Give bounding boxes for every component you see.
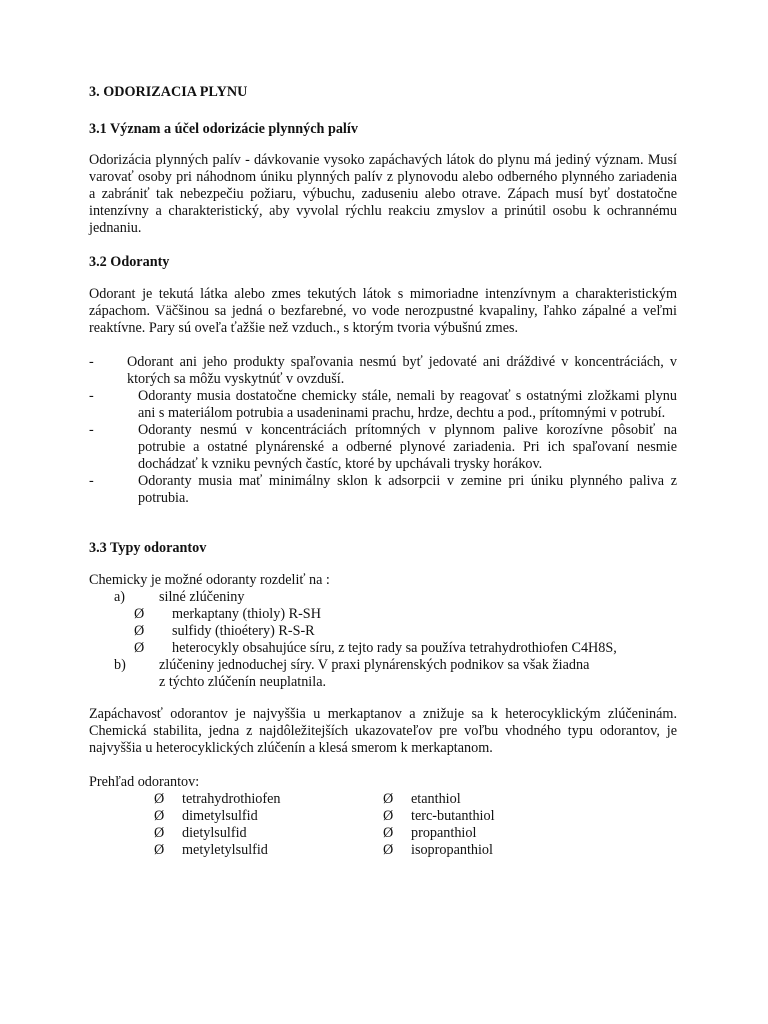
list-item — [89, 388, 677, 422]
odorant-requirements-list — [89, 354, 677, 507]
overview-item-text: terc-butanthiol — [411, 808, 495, 824]
list-item — [89, 354, 677, 388]
overview-item-text: metyletylsulfid — [182, 842, 268, 858]
overview-item-text: dimetylsulfid — [182, 808, 258, 824]
section-3-1-heading: 3.1 Význam a účel odorizácie plynných palív — [89, 121, 358, 137]
overview-item — [154, 825, 247, 842]
empty-set-bullet-icon: Ø — [383, 825, 394, 841]
group-b-text-line2: z týchto zlúčenín neuplatnila. — [159, 674, 327, 690]
empty-set-bullet-icon: Ø — [154, 808, 165, 824]
subitem — [134, 640, 617, 657]
overview-item-text: isopropanthiol — [411, 842, 493, 858]
section-3-2-paragraph: Odorant je tekutá látka alebo zmes tekutých látok s mimoriadne intenzívnym a charakteristickým zápachom. Väčšinou sa jedná o bezfarebné, vo vode nerozpustné kvapaliny, ľahko zápalné a veľmi reaktívne. Pary sú oveľa ťažšie než vzduch., s ktorým tvoria výbušnú zmes. — [89, 286, 677, 336]
list-marker-b: b) — [114, 657, 126, 673]
overview-item — [383, 791, 461, 808]
overview-item — [383, 808, 495, 825]
section-3-3-heading: 3.3 Typy odorantov — [89, 540, 207, 556]
overview-item-text: propanthiol — [411, 825, 477, 841]
dash-marker: - — [89, 354, 94, 370]
empty-set-bullet-icon: Ø — [154, 825, 165, 841]
section-3-1-paragraph: Odorizácia plynných palív - dávkovanie vysoko zapáchavých látok do plynu má jediný význam. Musí varovať osoby pri náhodnom úniku plynných palív z plynovodu alebo odberného plynného zariadenia a zabrániť tak nebezpečiu požiaru, výbuchu, zaduseniu alebo otrave. Zápach musí byť dostatočne intenzívny a charakteristický, aby vyvolal rýchlu reakciu zmyslov a prinútil osobu k ochrannému jednaniu. — [89, 152, 677, 236]
list-item-text: Odoranty musia dostatočne chemicky stále, nemali by reagovať s ostatnými zložkami plynu ani s materiálom potrubia a usadeninami prachu, hrdze, dechtu a pod., prítomnými v potrubí. — [138, 388, 677, 421]
dash-marker: - — [89, 388, 94, 404]
odor-stability-paragraph: Zapáchavosť odorantov je najvyššia u merkaptanov a znižuje sa k heterocyklickým zlúčeninám. Chemická stabilita, jedna z najdôležitejších ukazovateľov pre voľbu vhodného typu odorantov, je najvyššia u heterocyklických zlúčenín a klesá smerom k merkaptanom. — [89, 706, 677, 756]
chapter-title: 3. ODORIZACIA PLYNU — [89, 84, 248, 100]
empty-set-bullet-icon: Ø — [134, 623, 145, 639]
subitem-text: heterocykly obsahujúce síru, z tejto rady sa používa tetrahydrothiofen C4H8S, — [172, 640, 617, 656]
list-item — [89, 473, 677, 507]
list-marker-a: a) — [114, 589, 126, 605]
subitem-text: sulfidy (thioétery) R-S-R — [172, 623, 315, 639]
empty-set-bullet-icon: Ø — [134, 640, 145, 656]
overview-item — [154, 808, 258, 825]
empty-set-bullet-icon: Ø — [383, 842, 394, 858]
empty-set-bullet-icon: Ø — [134, 606, 145, 622]
list-item-text: Odoranty musia mať minimálny sklon k adsorpcii v zemine pri úniku plynného paliva z potrubia. — [138, 473, 677, 506]
empty-set-bullet-icon: Ø — [383, 808, 394, 824]
classification-intro: Chemicky je možné odoranty rozdeliť na : — [89, 572, 330, 588]
subitem — [134, 623, 315, 640]
dash-marker: - — [89, 422, 94, 438]
list-item-text: Odorant ani jeho produkty spaľovania nesmú byť jedovaté ani dráždivé v koncentráciách, v ktorých sa môžu vyskytnúť v ovzduší. — [127, 354, 677, 387]
group-a-label: silné zlúčeniny — [159, 589, 245, 605]
overview-item — [154, 842, 268, 859]
list-item — [89, 422, 677, 473]
overview-item-text: dietylsulfid — [182, 825, 247, 841]
group-b-text-line1: zlúčeniny jednoduchej síry. V praxi plynárenských podnikov sa však žiadna — [159, 657, 590, 673]
overview-item — [154, 791, 281, 808]
overview-label: Prehľad odorantov: — [89, 774, 200, 790]
overview-item-text: etanthiol — [411, 791, 461, 807]
overview-item — [383, 825, 476, 842]
section-3-2-heading: 3.2 Odoranty — [89, 254, 170, 270]
list-item-text: Odoranty nesmú v koncentráciách prítomných v plynnom palive korozívne pôsobiť na potrubie a ostatné plynárenské a odberné plynové zariadenia. Pri ich spaľovaní nesmie dochádzať k vzniku pevných častíc, ktoré by upchávali trysky horákov. — [138, 422, 677, 472]
subitem-text: merkaptany (thioly) R-SH — [172, 606, 321, 622]
empty-set-bullet-icon: Ø — [154, 791, 165, 807]
empty-set-bullet-icon: Ø — [383, 791, 394, 807]
subitem — [134, 606, 321, 623]
overview-item-text: tetrahydrothiofen — [182, 791, 281, 807]
empty-set-bullet-icon: Ø — [154, 842, 165, 858]
overview-item — [383, 842, 493, 859]
dash-marker: - — [89, 473, 94, 489]
